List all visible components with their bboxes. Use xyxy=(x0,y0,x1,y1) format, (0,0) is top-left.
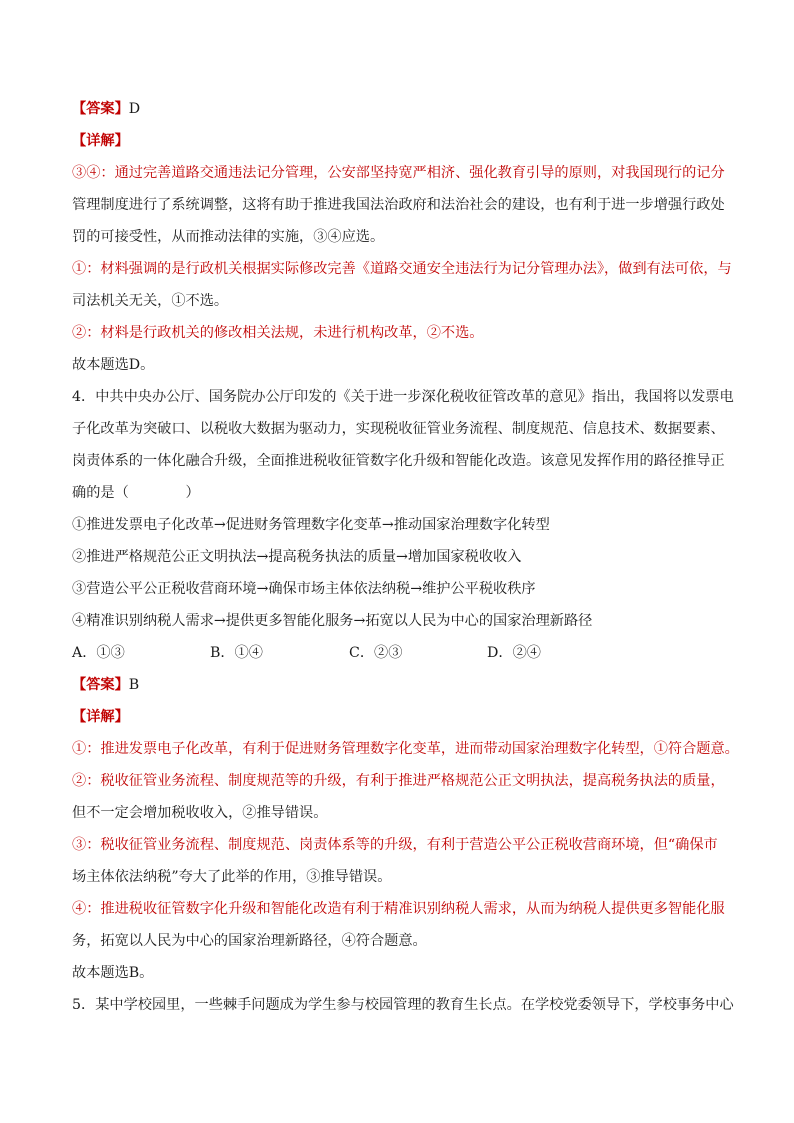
detail-q4-d2-line2: 但不一定会增加税收收入，②推导错误。 xyxy=(72,805,328,821)
question4-stem-line3: 岗责体系的一体化融合升级，全面推进税收征管数字化升级和智能化改造。该意见发挥作用的路径推导正 xyxy=(72,453,725,469)
detail-q4-d4-line1: ④：推进税收征管数字化升级和智能化改造有利于精准识别纳税人需求，从而为纳税人提供更多智能化服 xyxy=(72,901,725,917)
option-b: B．①④ xyxy=(210,645,263,661)
question4-stem-line4: 确的是（ ） xyxy=(72,485,200,501)
answer-tag: 【答案】 xyxy=(72,101,129,117)
option-c: C．②③ xyxy=(349,645,403,661)
question4-stem-line1: 4．中共中央办公厅、国务院办公厅印发的《关于进一步深化税收征管改革的意见》指出，我国将以发票电 xyxy=(72,389,734,405)
detail-q4-d2-line1: ②：税收征管业务流程、制度规范等的升级，有利于推进严格规范公正文明执法，提高税务执法的质量， xyxy=(72,773,725,789)
detail-tag-q3: 【详解】 xyxy=(72,133,129,149)
detail-q4-d3-line1: ③：税收征管业务流程、制度规范、岗责体系等的升级，有利于营造公平公正税收营商环境，但“确保市 xyxy=(72,837,718,853)
document-page xyxy=(72,98,739,1016)
detail-q4-d4-line2: 务，拓宽以人民为中心的国家治理新路径，④符合题意。 xyxy=(72,933,427,949)
detail-q4-d3-line2: 场主体依法纳税”夸大了此举的作用，③推导错误。 xyxy=(72,869,392,885)
question4-stem-line2: 子化改革为突破口、以税收大数据为驱动力，实现税收征管业务流程、制度规范、信息技术、数据要素、 xyxy=(72,421,725,437)
answer-value: D xyxy=(128,101,141,117)
option-d: D．②④ xyxy=(487,645,541,661)
detail-q3-para1-line2: 管理制度进行了系统调整，这将有助于推进我国法治政府和法治社会的建设，也有利于进一步增强行政处 xyxy=(72,197,725,213)
option-a: A．①③ xyxy=(72,645,125,661)
answer-line-q4 xyxy=(72,674,722,696)
detail-q4-d1-line1: ①：推进发票电子化改革，有利于促进财务管理数字化变革，进而带动国家治理数字化转型，①符合题意。 xyxy=(72,741,739,757)
detail-q3-para1-line3: 罚的可接受性，从而推动法律的实施，③④应选。 xyxy=(72,229,385,245)
answer-value: B xyxy=(128,677,140,693)
answer-line-q3 xyxy=(72,98,722,120)
question4-item-1: ①推进发票电子化改革→促进财务管理数字化变革→推动国家治理数字化转型 xyxy=(72,517,550,533)
detail-q3-para2-line2: 司法机关无关，①不选。 xyxy=(72,293,229,309)
question5-stem-line1: 5．某中学校园里，一些棘手问题成为学生参与校园管理的教育生长点。在学校党委领导下，学校事务中心 xyxy=(72,997,734,1013)
detail-tag-q4: 【详解】 xyxy=(72,709,129,725)
answer-tag: 【答案】 xyxy=(72,677,129,693)
question4-options xyxy=(72,642,722,664)
question4-item-3: ③营造公平公正税收营商环境→确保市场主体依法纳税→维护公平税收秩序 xyxy=(72,581,536,597)
question4-item-2: ②推进严格规范公正文明执法→提高税务执法的质量→增加国家税收收入 xyxy=(72,549,522,565)
conclusion-q3: 故本题选D。 xyxy=(72,357,155,373)
detail-q3-para2-line1: ①：材料强调的是行政机关根据实际修改完善《道路交通安全违法行为记分管理办法》，做到有法可依，与 xyxy=(72,261,732,277)
question4-item-4: ④精准识别纳税人需求→提供更多智能化服务→拓宽以人民为中心的国家治理新路径 xyxy=(72,613,593,629)
detail-q3-para3-line1: ②：材料是行政机关的修改相关法规，未进行机构改革，②不选。 xyxy=(72,325,484,341)
detail-q3-para1-line1: ③④：通过完善道路交通违法记分管理，公安部坚持宽严相济、强化教育引导的原则，对我国现行的记分 xyxy=(72,165,725,181)
conclusion-q4: 故本题选B。 xyxy=(72,965,154,981)
